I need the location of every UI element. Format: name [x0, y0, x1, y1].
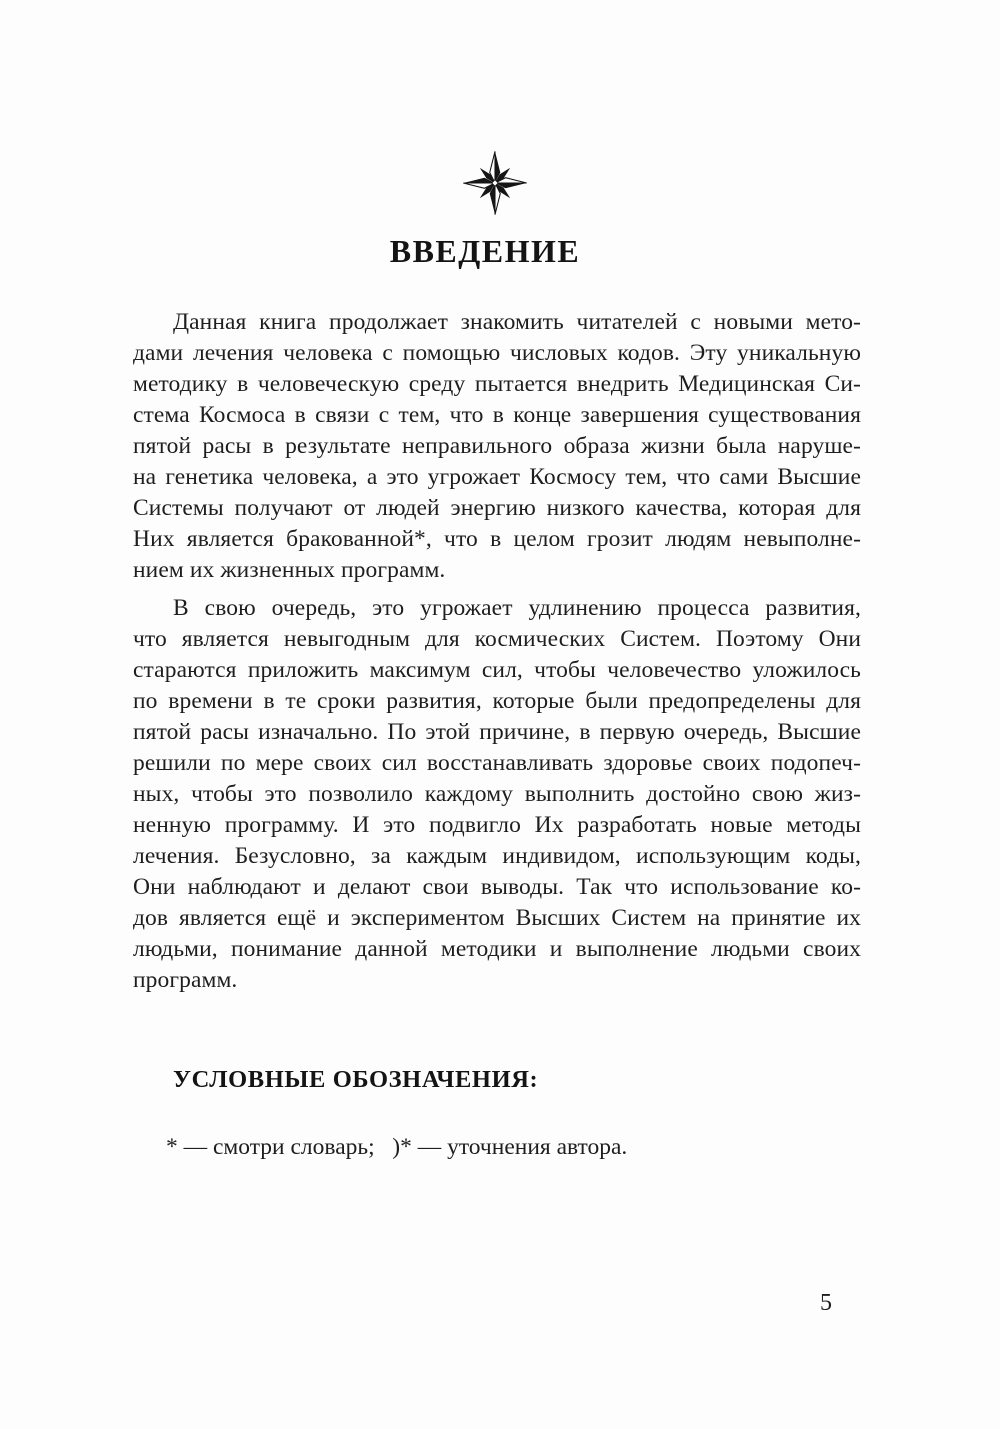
- text-line: пятой расы в результате неправильного образа жизни была наруше-: [133, 433, 861, 459]
- text-line: дами лечения человека с помощью числовых кодов. Эту уникальную: [133, 340, 861, 366]
- text-line: дов является ещё и экспериментом Высших Систем на принятие их: [133, 905, 861, 931]
- page-title: ВВЕДЕНИЕ: [389, 233, 581, 269]
- text-line: Системы получают от людей энергию низкого качества, которая для: [133, 495, 861, 521]
- text-line: пятой расы изначально. По этой причине, в первую очередь, Высшие: [133, 719, 861, 745]
- text-line: стема Космоса в связи с тем, что в конце завершения существования: [133, 402, 861, 428]
- paragraph: [133, 593, 861, 996]
- text-line: по времени в те сроки развития, которые были предопределены для: [133, 688, 861, 714]
- page-number: 5: [820, 1290, 832, 1316]
- text-line: Они наблюдают и делают свои выводы. Так что использование ко-: [133, 874, 861, 900]
- paragraph: [133, 307, 861, 586]
- introduction-text: [133, 307, 861, 996]
- text-line: нием их жизненных программ.: [133, 557, 446, 583]
- text-line: на генетика человека, а это угрожает Космосу тем, что сами Высшие: [133, 464, 861, 490]
- text-line: методику в человеческую среду пытается внедрить Медицинская Си-: [133, 371, 861, 397]
- text-line: стараются приложить максимум сил, чтобы человечество уложилось: [133, 657, 861, 683]
- text-line: лечения. Безусловно, за каждым индивидом, использующим коды,: [133, 843, 861, 869]
- text-line: программ.: [133, 967, 238, 993]
- text-line: что является невыгодным для космических Систем. Поэтому Они: [133, 626, 861, 652]
- text-line: В свою очередь, это угрожает удлинению процесса развития,: [173, 595, 861, 621]
- text-line: ненную программу. И это подвигло Их разработать новые методы: [133, 812, 861, 838]
- legend-heading: УСЛОВНЫЕ ОБОЗНАЧЕНИЯ:: [173, 1066, 539, 1093]
- text-line: решили по мере своих сил восстанавливать здоровье своих подопеч-: [133, 750, 861, 776]
- text-line: Них является бракованной*, что в целом грозит людям невыполне-: [133, 526, 861, 552]
- text-line: людьми, понимание данной методики и выполнение людьми своих: [133, 936, 861, 962]
- legend-line: * — смотри словарь; )* — уточнения автора.: [166, 1134, 628, 1160]
- text-line: ных, чтобы это позволило каждому выполнить достойно свою жиз-: [133, 781, 861, 807]
- compass-rose-icon: [462, 149, 528, 217]
- text-line: Данная книга продолжает знакомить читателей с новыми мето-: [173, 309, 861, 335]
